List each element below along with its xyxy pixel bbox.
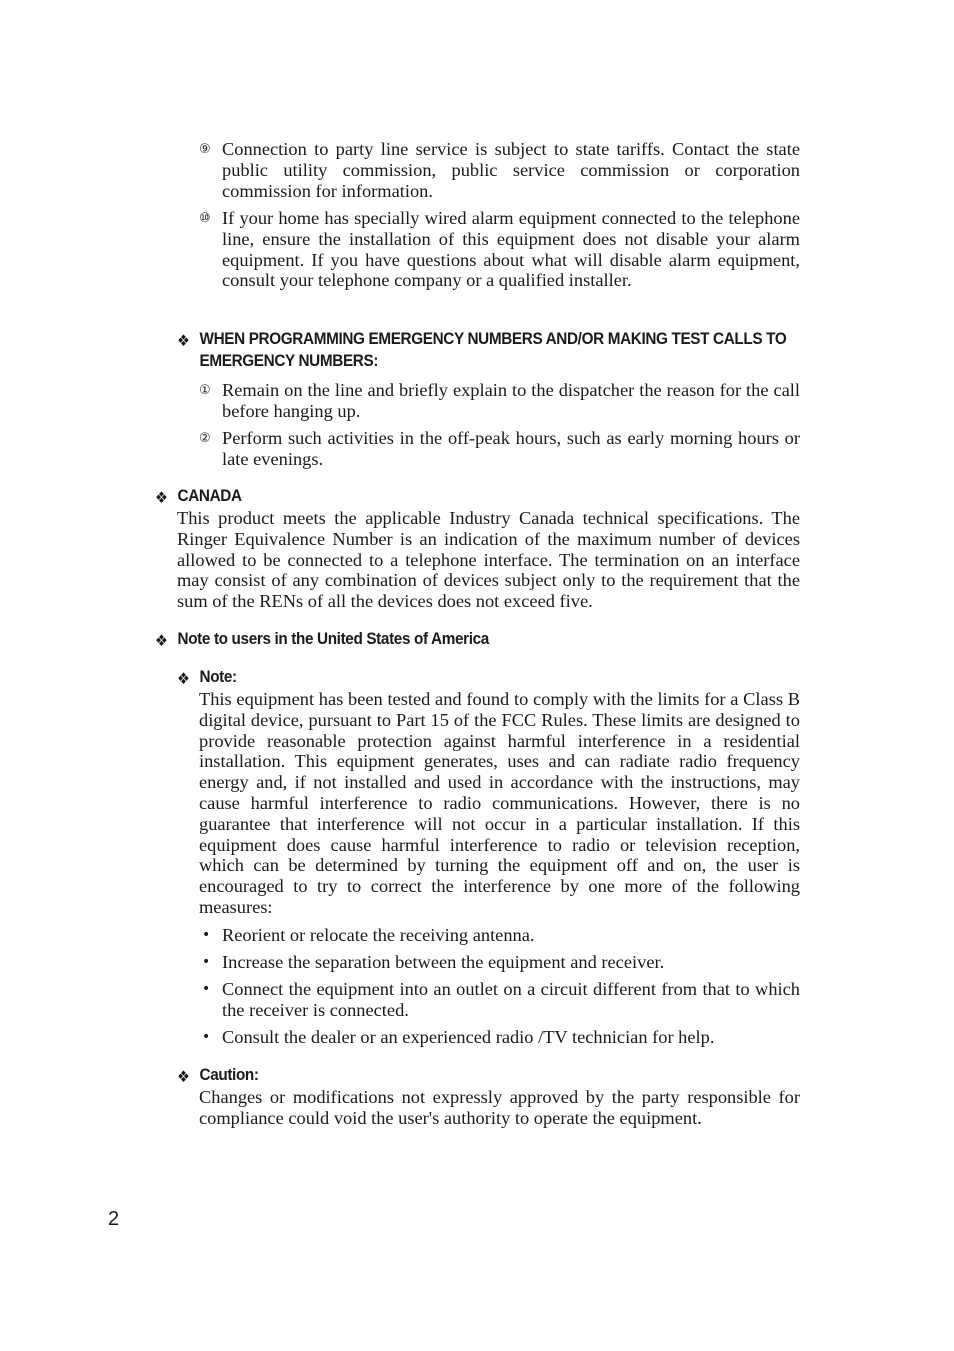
diamond-bullet-icon: ❖ — [155, 488, 168, 507]
note-paragraph: This equipment has been tested and found to comply with the limits for a Class B digital device, pursuant to Part 15 of the FCC Rules. These limits are designed to provide reasonable protection against harmful interference in a residential installation. This equipment generates, uses and can radiate radio frequency energy and, if not installed and used in accordance with the instructions, may cause harmful interference to radio communications. However, there is no guarantee that interference will not occur in a particular installation. If this equipment does cause harmful interference to radio or television reception, which can be determined by turning the equipment off and on, the user is encouraged to try to correct the interference by one more of the following measures: — [199, 689, 800, 917]
numbered-item-text: Connection to party line service is subject to state tariffs. Contact the state public utility commission, public service commission or corporation commission for information. — [222, 139, 800, 201]
bullet-dot-icon: • — [202, 954, 211, 970]
circled-number-9: ⑨ — [199, 142, 211, 157]
emergency-heading — [177, 328, 798, 372]
diamond-bullet-icon: ❖ — [177, 669, 190, 688]
numbered-item-text: If your home has specially wired alarm equipment connected to the telephone line, ensure the installation of this equipment does not disable your alarm equipment. If you have questions about what will disable alarm equipment, consult your telephone company or a qualified installer. — [222, 208, 800, 291]
list-item — [199, 979, 800, 1021]
list-item-text: Reorient or relocate the receiving antenna. — [222, 925, 535, 945]
bullet-dot-icon: • — [202, 927, 211, 943]
note-heading-text: Note: — [199, 667, 237, 686]
canada-heading — [155, 485, 515, 507]
circled-number-1: ① — [199, 383, 211, 398]
numbered-item-9 — [199, 139, 800, 201]
list-item-text: Increase the separation between the equipment and receiver. — [222, 952, 665, 972]
circled-number-10: ⑩ — [199, 211, 211, 226]
canada-heading-text: CANADA — [177, 486, 242, 505]
list-item — [199, 925, 800, 946]
numbered-item-10 — [199, 208, 800, 291]
caution-paragraph: Changes or modifications not expressly approved by the party responsible for compliance could void the user's authority to operate the equipment. — [199, 1087, 800, 1128]
diamond-bullet-icon: ❖ — [155, 631, 168, 650]
emergency-heading-text: WHEN PROGRAMMING EMERGENCY NUMBERS AND/OR MAKING TEST CALLS TO EMERGENCY NUMBERS: — [199, 329, 787, 370]
usa-heading-text: Note to users in the United States of America — [177, 629, 489, 648]
bullet-dot-icon: • — [202, 981, 211, 997]
list-item-text: Connect the equipment into an outlet on a circuit different from that to which the receiver is connected. — [222, 979, 800, 1020]
usa-heading — [155, 628, 659, 650]
diamond-bullet-icon: ❖ — [177, 331, 190, 350]
page-number: 2 — [108, 1208, 120, 1230]
canada-paragraph: This product meets the applicable Industry Canada technical specifications. The Ringer Equivalence Number is an indication of the maximum number of devices allowed to be connected to a telephone interface. The termination on an interface may consist of any combination of devices subject only to the requirement that the sum of the RENs of all the devices does not exceed five. — [177, 508, 800, 612]
list-item — [199, 1027, 800, 1048]
emergency-item-1 — [199, 380, 800, 422]
circled-number-2: ② — [199, 431, 211, 446]
numbered-item-text: Remain on the line and briefly explain to the dispatcher the reason for the call before hanging up. — [222, 380, 800, 421]
caution-heading-text: Caution: — [199, 1065, 259, 1084]
diamond-bullet-icon: ❖ — [177, 1067, 190, 1086]
numbered-item-text: Perform such activities in the off-peak hours, such as early morning hours or late evenings. — [222, 428, 800, 469]
list-item — [199, 952, 800, 973]
emergency-item-2 — [199, 428, 800, 470]
note-heading — [177, 666, 357, 688]
list-item-text: Consult the dealer or an experienced radio /TV technician for help. — [222, 1027, 715, 1047]
bullet-dot-icon: • — [202, 1029, 211, 1045]
caution-heading — [177, 1064, 357, 1086]
